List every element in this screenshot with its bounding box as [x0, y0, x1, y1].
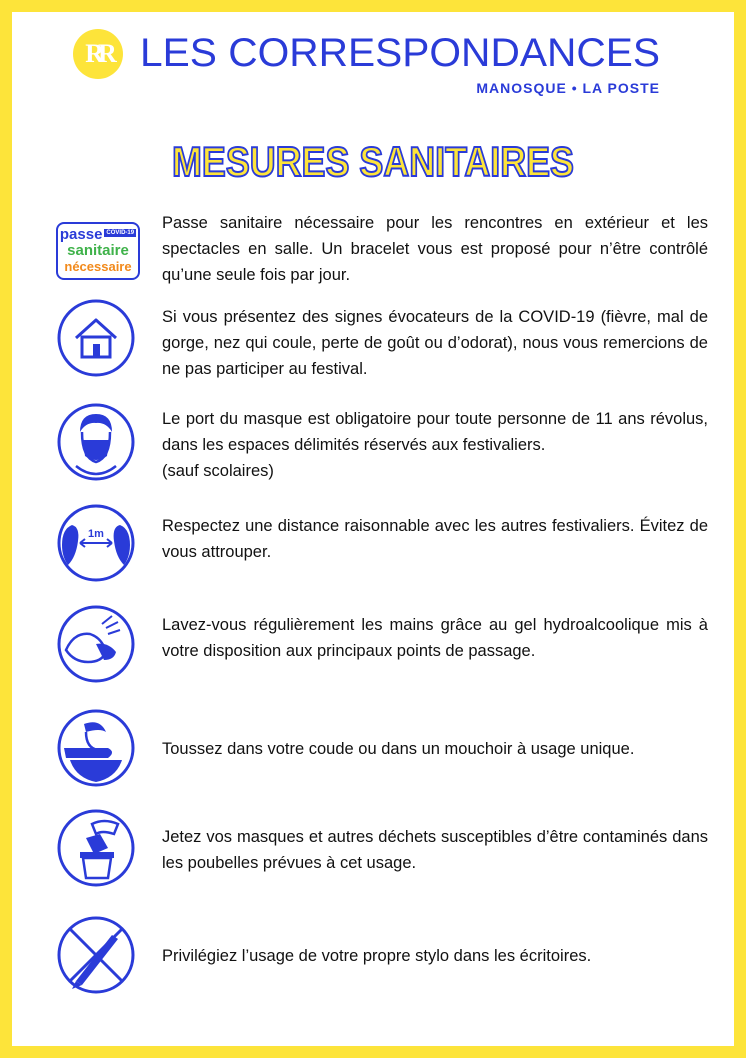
cough-elbow-icon: [56, 708, 136, 788]
festival-logo: RR: [73, 29, 123, 79]
pass-badge-tag: COVID-19: [106, 230, 135, 236]
pass-badge-line3: nécessaire: [64, 259, 132, 274]
pass-badge-line2: sanitaire: [67, 242, 129, 259]
measure-text: Passe sanitaire nécessaire pour les rencontres en extérieur et les spectacles en salle. Un bracelet vous est proposé pour n’être contrôlé qu’une seule fois par jour.: [162, 214, 708, 284]
brand-subtitle: MANOSQUE • LA POSTE: [476, 80, 660, 96]
bin-icon: [56, 808, 136, 888]
pass-badge-line1: passe: [59, 226, 103, 243]
mask-icon: [56, 402, 136, 482]
page-title-text: MESURES SANITAIRES: [172, 138, 574, 185]
measure-text-note: (sauf scolaires): [162, 462, 274, 480]
hand-wash-icon: [56, 604, 136, 684]
pass-sanitaire-icon: [56, 222, 140, 280]
measure-text: [162, 406, 708, 484]
distance-icon: [56, 503, 136, 583]
house-icon: [56, 298, 136, 378]
page-title: [0, 128, 746, 188]
measure-text: Toussez dans votre coude ou dans un mouchoir à usage unique.: [162, 740, 635, 758]
measure-text-line: Le port du masque est obligatoire pour toute personne de 11 ans révolus, dans les espaces délimités réservés aux festivaliers.: [162, 410, 708, 454]
no-pen-sharing-icon: [56, 915, 136, 995]
measure-text: Lavez-vous régulièrement les mains grâce au gel hydroalcoolique mis à votre disposition aux principaux points de passage.: [162, 616, 708, 660]
measure-text: Respectez une distance raisonnable avec les autres festivaliers. Évitez de vous attrouper.: [162, 517, 708, 561]
distance-label: 1m: [88, 528, 104, 540]
measure-text: Si vous présentez des signes évocateurs de la COVID-19 (fièvre, mal de gorge, nez qui coule, perte de goût ou d’odorat), nous vous remercions de ne pas participer au festival.: [162, 308, 708, 378]
measure-text: Privilégiez l’usage de votre propre stylo dans les écritoires.: [162, 947, 592, 965]
brand-name-text: LES CORRESPONDANCES: [140, 31, 660, 74]
brand-name: [140, 30, 660, 74]
measure-text: Jetez vos masques et autres déchets susceptibles d’être contaminés dans les poubelles prévues à cet usage.: [162, 828, 708, 872]
